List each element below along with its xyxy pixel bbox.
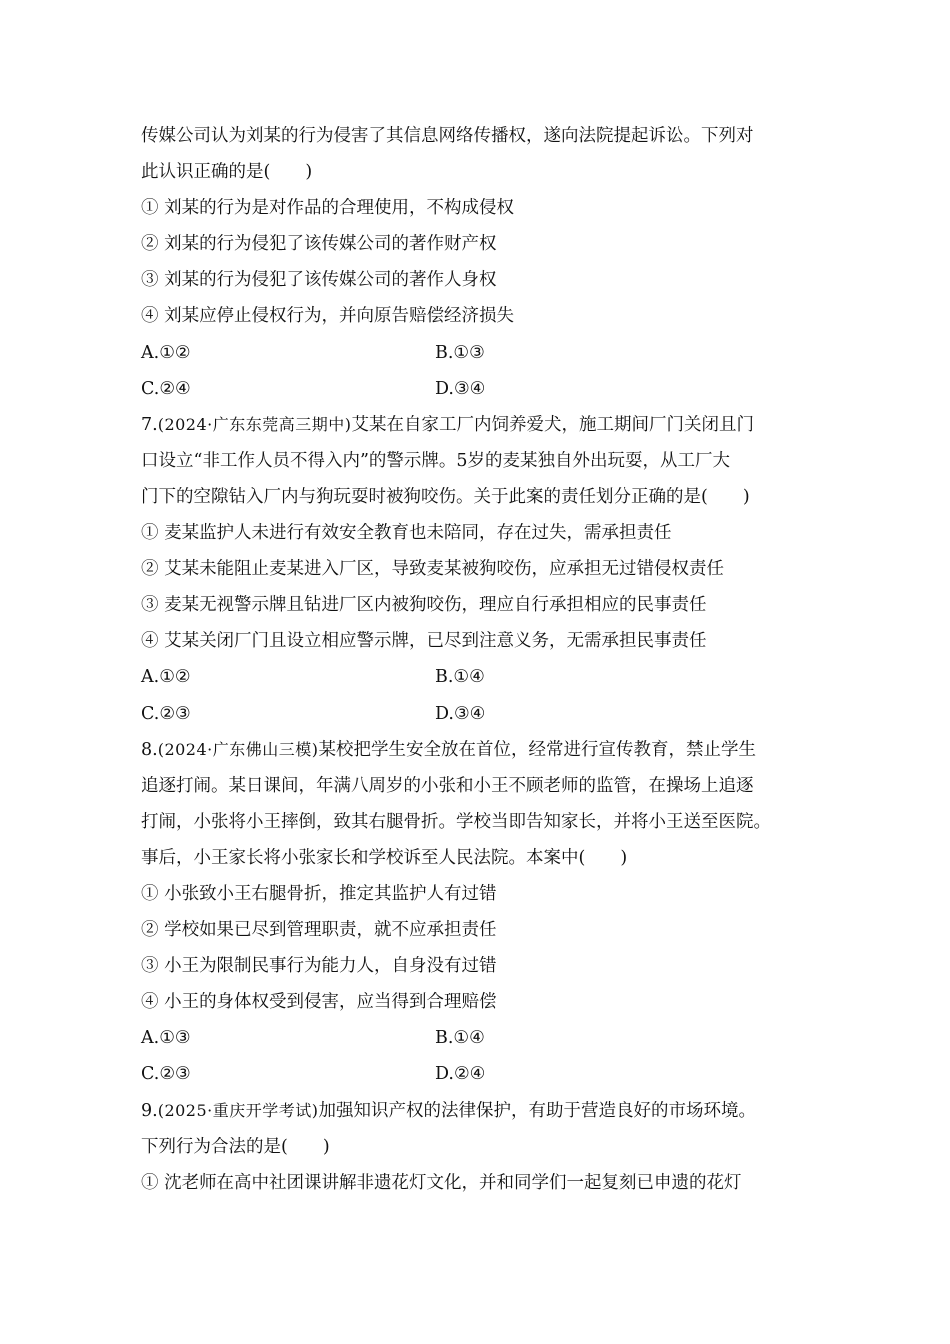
q6-options-row	[141, 335, 831, 371]
q6-options-row	[141, 371, 831, 407]
q6-item: ② 刘某的行为侵犯了该传媒公司的著作财产权	[141, 234, 497, 255]
q7-options-row	[141, 696, 831, 732]
q8-stem-line: 事后，小王家长将小张家长和学校诉至人民法院。本案中( )	[141, 847, 628, 868]
q6-stem-line: 传媒公司认为刘某的行为侵害了其信息网络传播权，遂向法院提起诉讼。下列对	[141, 126, 754, 146]
q7-stem-text: 艾某在自家工厂内饲养爱犬，施工期间厂门关闭且门	[351, 414, 754, 435]
question-content	[141, 118, 831, 1201]
q7-item: ④ 艾某关闭厂门且设立相应警示牌，已尽到注意义务，无需承担民事责任	[141, 631, 707, 652]
q7-option-b[interactable]: B.①④	[435, 667, 485, 688]
q8-stem-line	[141, 732, 831, 768]
q9-stem-line: 下列行为合法的是( )	[141, 1136, 330, 1157]
q7-option-c[interactable]: C.②③	[141, 703, 191, 724]
q7-item: ③ 麦某无视警示牌且钻进厂区内被狗咬伤，理应自行承担相应的民事责任	[141, 595, 707, 616]
q6-option-b[interactable]: B.①③	[435, 342, 485, 363]
q6-item: ① 刘某的行为是对作品的合理使用，不构成侵权	[141, 198, 515, 219]
q6-item: ④ 刘某应停止侵权行为，并向原告赔偿经济损失	[141, 306, 515, 327]
q6-option-a[interactable]: A.①②	[141, 342, 191, 363]
q8-item: ② 学校如果已尽到管理职责，就不应承担责任	[141, 920, 497, 941]
q7-option-a[interactable]: A.①②	[141, 667, 191, 688]
q7-stem-line	[141, 407, 831, 443]
q7-number: 7.	[141, 414, 158, 435]
q8-stem-line: 追逐打闹。某日课间，年满八周岁的小张和小王不顾老师的监管，在操场上追逐	[141, 775, 754, 796]
q6-option-d[interactable]: D.③④	[435, 378, 486, 399]
q8-item: ① 小张致小王右腿骨折，推定其监护人有过错	[141, 883, 497, 904]
q6-stem-line: 此认识正确的是( )	[141, 162, 313, 183]
q8-option-a[interactable]: A.①③	[141, 1028, 191, 1049]
q6-item: ③ 刘某的行为侵犯了该传媒公司的著作人身权	[141, 270, 497, 291]
q8-stem-line: 打闹，小张将小王摔倒，致其右腿骨折。学校当即告知家长，并将小王送至医院。	[141, 811, 771, 832]
q9-stem-text: 加强知识产权的法律保护，有助于营造良好的市场环境。	[318, 1100, 756, 1121]
q9-stem-line	[141, 1093, 831, 1129]
q7-item: ① 麦某监护人未进行有效安全教育也未陪同，存在过失，需承担责任	[141, 523, 672, 544]
q8-item: ④ 小王的身体权受到侵害，应当得到合理赔偿	[141, 992, 497, 1013]
q8-source: (2024·广东佛山三模)	[157, 739, 319, 759]
q9-number: 9.	[141, 1100, 158, 1121]
q7-options-row	[141, 659, 831, 695]
q8-options-row	[141, 1020, 831, 1056]
q8-stem-text: 某校把学生安全放在首位，经常进行宣传教育，禁止学生	[318, 739, 756, 760]
q7-option-d[interactable]: D.③④	[435, 703, 486, 724]
q6-option-c[interactable]: C.②④	[141, 378, 191, 399]
q8-option-c[interactable]: C.②③	[141, 1064, 191, 1085]
q8-number: 8.	[141, 739, 158, 760]
q8-option-b[interactable]: B.①④	[435, 1028, 485, 1049]
q8-item: ③ 小王为限制民事行为能力人，自身没有过错	[141, 956, 497, 977]
q7-item: ② 艾某未能阻止麦某进入厂区，导致麦某被狗咬伤，应承担无过错侵权责任	[141, 559, 725, 580]
q8-options-row	[141, 1056, 831, 1092]
q7-source: (2024·广东东莞高三期中)	[157, 414, 352, 434]
q7-stem-line: 口设立“非工作人员不得入内”的警示牌。5岁的麦某独自外出玩耍，从工厂大	[141, 450, 731, 471]
q7-stem-line: 门下的空隙钻入厂内与狗玩耍时被狗咬伤。关于此案的责任划分正确的是( )	[141, 486, 750, 507]
q8-option-d[interactable]: D.②④	[435, 1064, 486, 1085]
q9-item: ① 沈老师在高中社团课讲解非遗花灯文化，并和同学们一起复刻已申遗的花灯	[141, 1172, 742, 1193]
q9-source: (2025·重庆开学考试)	[157, 1100, 319, 1120]
